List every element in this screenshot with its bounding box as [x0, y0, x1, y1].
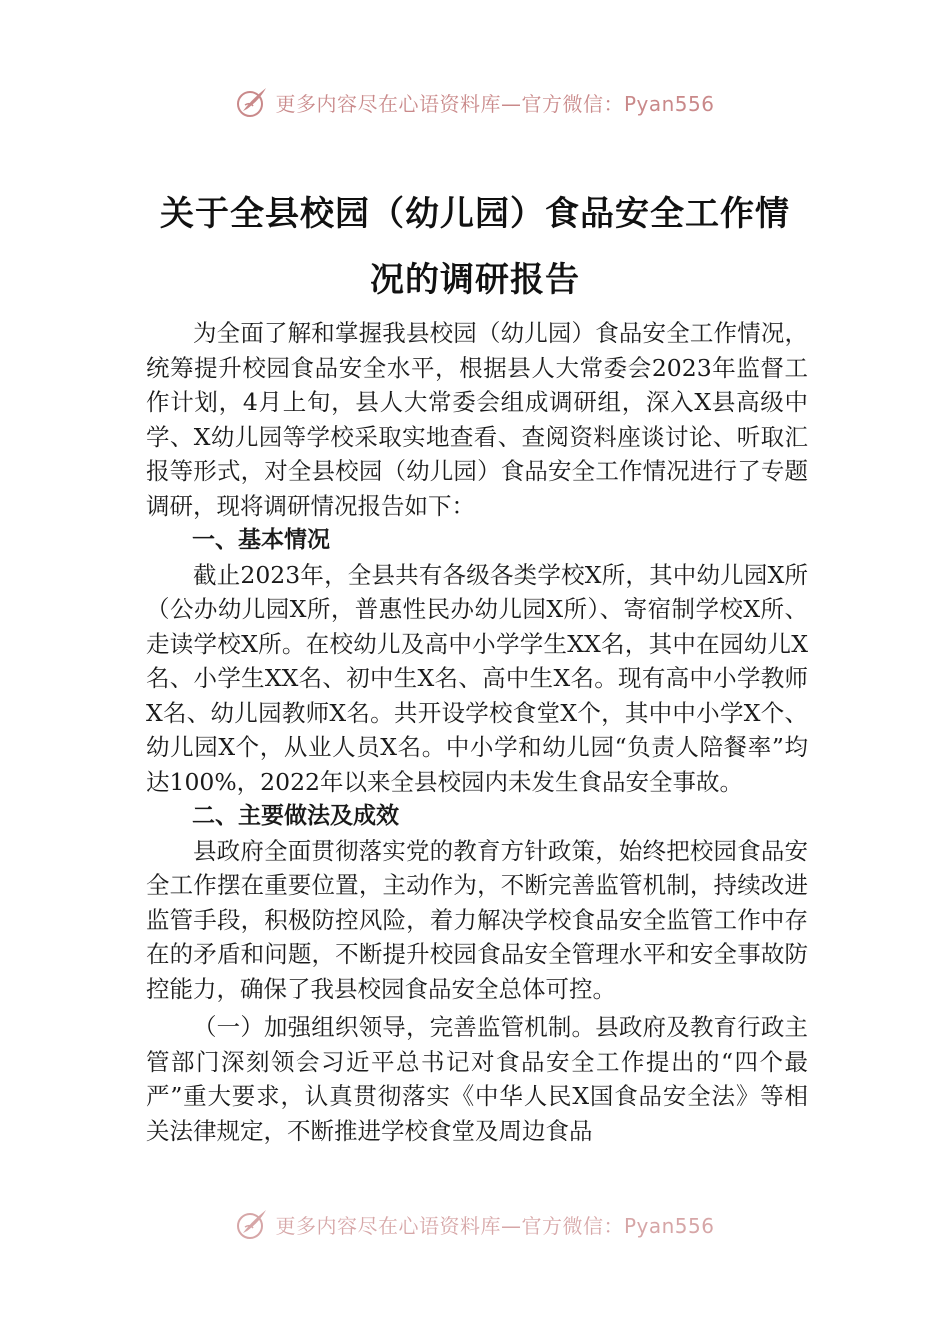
- quill-logo-icon: [235, 1207, 269, 1241]
- document-title-line-2: 况的调研报告: [370, 260, 580, 300]
- basic-situation-paragraph: 截止2023年，全县共有各级各类学校X所，其中幼儿园X所（公办幼儿园X所，普惠性民办幼儿园X所）、寄宿制学校X所、走读学校X所。在校幼儿及高中小学学生XX名，其中在园幼儿X名、小学生XX名、初中生X名、高中生X名。现有高中小学教师X名、幼儿园教师X名。共开设学校食堂X个，其中中小学X个、幼儿园X个，从业人员X名。中小学和幼儿园“负责人陪餐率”均达100%，2022年以来全县校园内未发生食品安全事故。: [146, 560, 808, 796]
- intro-paragraph: 为全面了解和掌握我县校园（幼儿园）食品安全工作情况，统筹提升校园食品安全水平，根据县人大常委会2023年监督工作计划，4月上旬，县人大常委会组成调研组，深入X县高级中学、X幼儿园等学校采取实地查看、查阅资料座谈讨论、听取汇报等形式，对全县校园（幼儿园）食品安全工作情况进行了专题调研，现将调研情况报告如下：: [146, 319, 808, 520]
- section-heading-main-practices: 二、主要做法及成效: [192, 803, 399, 829]
- quill-logo-icon: [235, 85, 269, 119]
- watermark-text: 更多内容尽在心语资料库—官方微信：Pyan556: [275, 1213, 715, 1238]
- watermark-banner-top: [0, 82, 950, 122]
- organization-leadership-paragraph: （一）加强组织领导，完善监管机制。县政府及教育行政主管部门深刻领会习近平总书记对食品安全工作提出的“四个最严”重大要求，认真贯彻落实《中华人民X国食品安全法》等相关法律规定，不断推进学校食堂及周边食品: [146, 1013, 808, 1145]
- watermark-text: 更多内容尽在心语资料库—官方微信：Pyan556: [275, 91, 715, 116]
- watermark-banner-bottom: [0, 1204, 950, 1244]
- document-title-line-1: 关于全县校园（幼儿园）食品安全工作情: [160, 194, 790, 234]
- main-practices-paragraph: 县政府全面贯彻落实党的教育方针政策，始终把校园食品安全工作摆在重要位置，主动作为，不断完善监管机制，持续改进监管手段，积极防控风险，着力解决学校食品安全监管工作中存在的矛盾和问题，不断提升校园食品安全管理水平和安全事故防控能力，确保了我县校园食品安全总体可控。: [146, 836, 808, 1003]
- section-heading-basic-situation: 一、基本情况: [192, 527, 330, 553]
- document-body: [146, 316, 808, 1148]
